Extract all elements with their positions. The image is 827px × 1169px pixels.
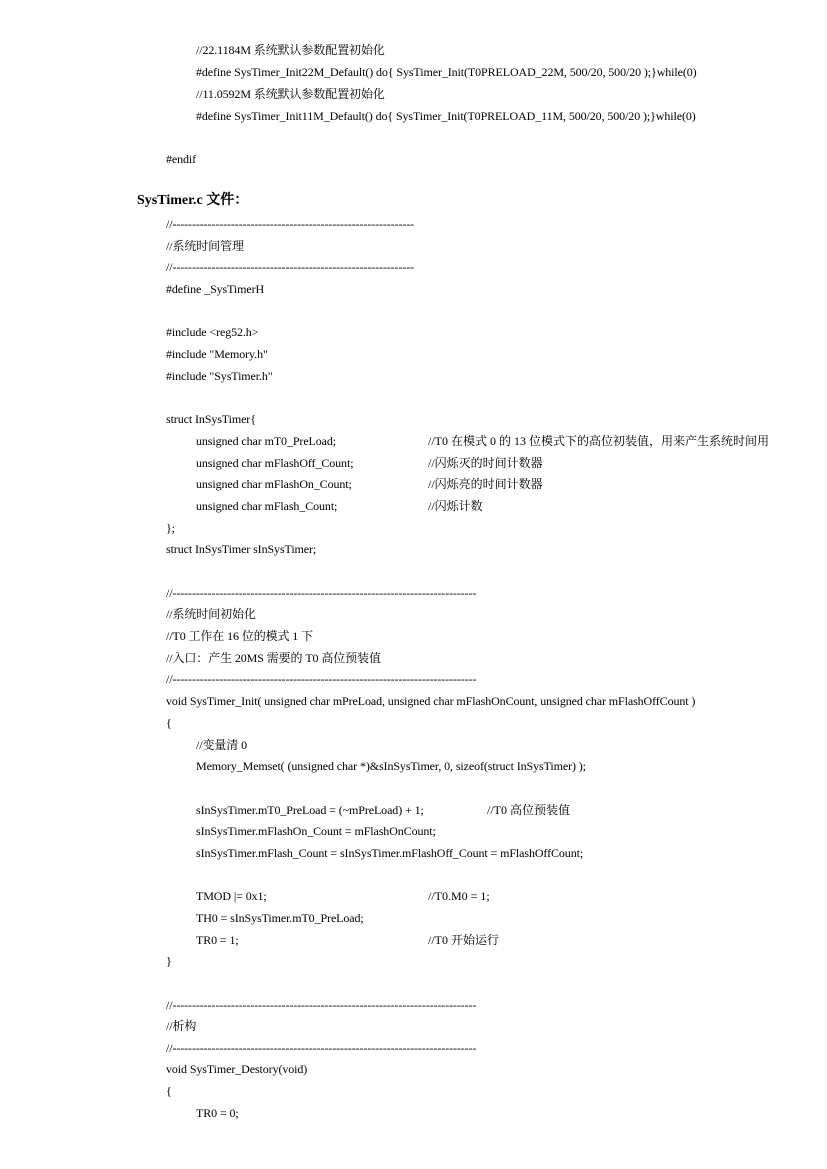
code-separator: //------------------------------------------------------------------------------ [166,672,477,686]
code-comment-11m: //11.0592M 系统默认参数配置初始化 [196,87,385,101]
code-tr0-comment: //T0 开始运行 [428,933,499,947]
code-struct-field: unsigned char mFlashOff_Count; [196,456,354,470]
code-tr0: TR0 = 1; [196,933,239,947]
code-struct-instance: struct InSysTimer sInSysTimer; [166,542,317,556]
code-memset: Memory_Memset( (unsigned char *)&sInSysTimer, 0, sizeof(struct InSysTimer) ); [196,759,586,773]
code-define-11m: #define SysTimer_Init11M_Default() do{ SysTimer_Init(T0PRELOAD_11M, 500/20, 500/20 );}while(0) [196,109,696,123]
code-comment-clear: //变量清 0 [196,738,247,752]
code-separator: //-------------------------------------------------------------- [166,217,415,231]
code-struct-close: }; [166,521,175,535]
code-preload: sInSysTimer.mT0_PreLoad = (~mPreLoad) + 1; [196,803,424,817]
code-flash: sInSysTimer.mFlash_Count = sInSysTimer.mFlashOff_Count = mFlashOffCount; [196,846,584,860]
code-separator: //------------------------------------------------------------------------------ [166,586,477,600]
code-field-comment: //闪烁灭的时间计数器 [428,456,543,470]
code-brace-open: { [166,1084,172,1098]
section-heading: SysTimer.c 文件： [137,193,249,208]
code-struct-field: unsigned char mFlash_Count; [196,499,338,513]
code-endif: #endif [166,152,197,166]
code-include: #include "Memory.h" [166,347,268,361]
code-flashon: sInSysTimer.mFlashOn_Count = mFlashOnCount; [196,824,436,838]
code-preload-comment: //T0 高位预装值 [487,803,570,817]
code-comment-init: //系统时间初始化 [166,607,256,621]
code-comment-mode: //T0 工作在 16 位的模式 1 下 [166,629,313,643]
code-comment-destroy: //析构 [166,1019,197,1033]
code-function-signature: void SysTimer_Init( unsigned char mPreLoad, unsigned char mFlashOnCount, unsigned char mFlashOffCount ) [166,694,696,708]
code-field-comment: //T0 在模式 0 的 13 位模式下的高位初装值，用来产生系统时间用 [428,434,770,448]
code-define-systimerh: #define _SysTimerH [166,282,265,296]
code-tmod-comment: //T0.M0 = 1; [428,889,490,903]
code-function-signature: void SysTimer_Destory(void) [166,1062,308,1076]
code-comment-entry: //入口：产生 20MS 需要的 T0 高位预装值 [166,651,381,665]
code-separator: //-------------------------------------------------------------- [166,260,415,274]
code-separator: //------------------------------------------------------------------------------ [166,1041,477,1055]
code-include: #include "SysTimer.h" [166,369,273,383]
code-brace-open: { [166,716,172,730]
code-brace-close: } [166,954,172,968]
code-struct-field: unsigned char mFlashOn_Count; [196,477,352,491]
code-comment-desc: //系统时间管理 [166,239,244,253]
code-tr0-off: TR0 = 0; [196,1106,239,1120]
code-struct-field: unsigned char mT0_PreLoad; [196,434,337,448]
code-separator: //------------------------------------------------------------------------------ [166,998,477,1012]
code-th0: TH0 = sInSysTimer.mT0_PreLoad; [196,911,364,925]
code-comment-22m: //22.1184M 系统默认参数配置初始化 [196,43,385,57]
code-tmod: TMOD |= 0x1; [196,889,267,903]
code-field-comment: //闪烁计数 [428,499,483,513]
code-struct-open: struct InSysTimer{ [166,412,256,426]
code-field-comment: //闪烁亮的时间计数器 [428,477,543,491]
code-include: #include <reg52.h> [166,325,259,339]
code-define-22m: #define SysTimer_Init22M_Default() do{ SysTimer_Init(T0PRELOAD_22M, 500/20, 500/20 );}while(0) [196,65,697,79]
